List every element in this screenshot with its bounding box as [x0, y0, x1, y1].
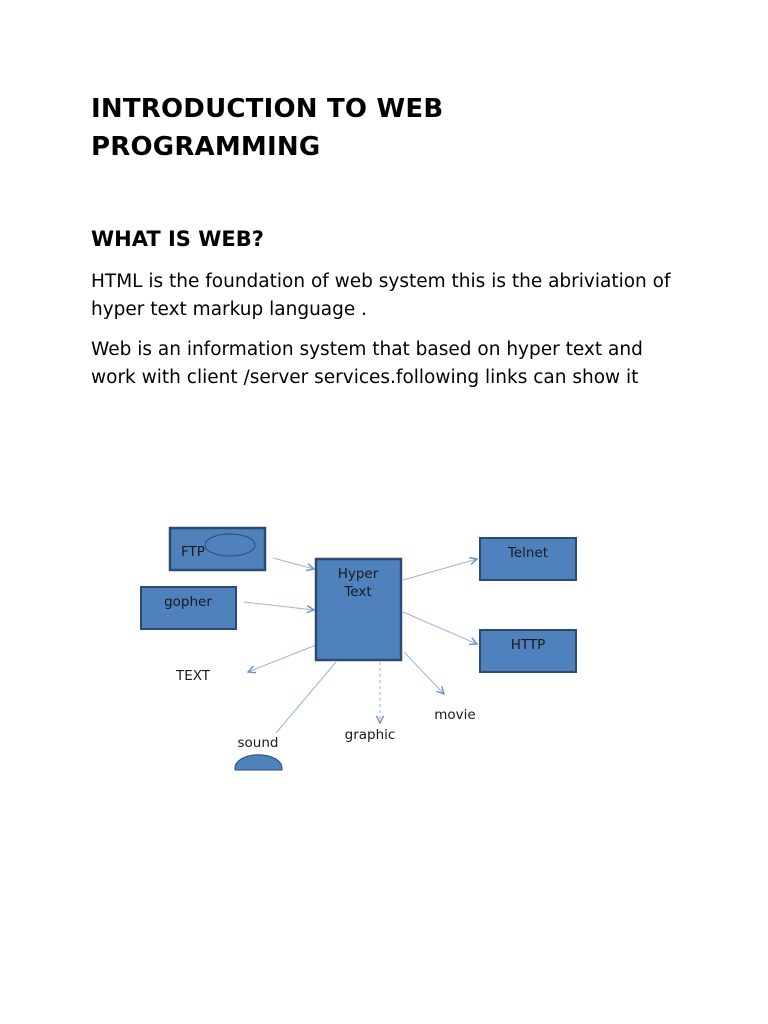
sound-shape: [235, 755, 282, 770]
arrow-hypertext-to-movie: [404, 652, 444, 694]
line-hypertext-to-sound: [276, 662, 336, 733]
text-label: TEXT: [175, 668, 211, 684]
hypertext-label-line1: Hyper: [337, 566, 379, 582]
paragraph-html: HTML is the foundation of web system this is the abriviation of hyper text markup language .: [91, 271, 671, 320]
gopher-node: [141, 587, 236, 629]
arrow-hypertext-to-text: [248, 645, 316, 672]
movie-label: movie: [434, 707, 476, 723]
ftp-label: FTP: [181, 544, 205, 560]
section-heading: WHAT IS WEB?: [91, 227, 264, 251]
arrow-hypertext-to-telnet: [403, 559, 477, 580]
page-title: INTRODUCTION TO WEB PROGRAMMING: [91, 94, 444, 162]
gopher-label: gopher: [164, 594, 212, 610]
sound-label: sound: [237, 735, 279, 751]
telnet-label: Telnet: [507, 545, 549, 561]
telnet-node: [480, 538, 576, 580]
arrow-gopher-to-hypertext: [244, 602, 314, 610]
http-label: HTTP: [510, 637, 546, 653]
arrow-ftp-to-hypertext: [273, 558, 314, 569]
graphic-label: graphic: [344, 727, 396, 743]
ftp-node: [170, 528, 265, 570]
http-node: [480, 630, 576, 672]
hypertext-node: [316, 559, 401, 660]
paragraph-web: Web is an information system that based on hyper text and work with client /server services.following links can show it: [91, 339, 643, 388]
hypertext-label-line2: Text: [344, 584, 372, 600]
arrow-hypertext-to-http: [403, 612, 477, 644]
